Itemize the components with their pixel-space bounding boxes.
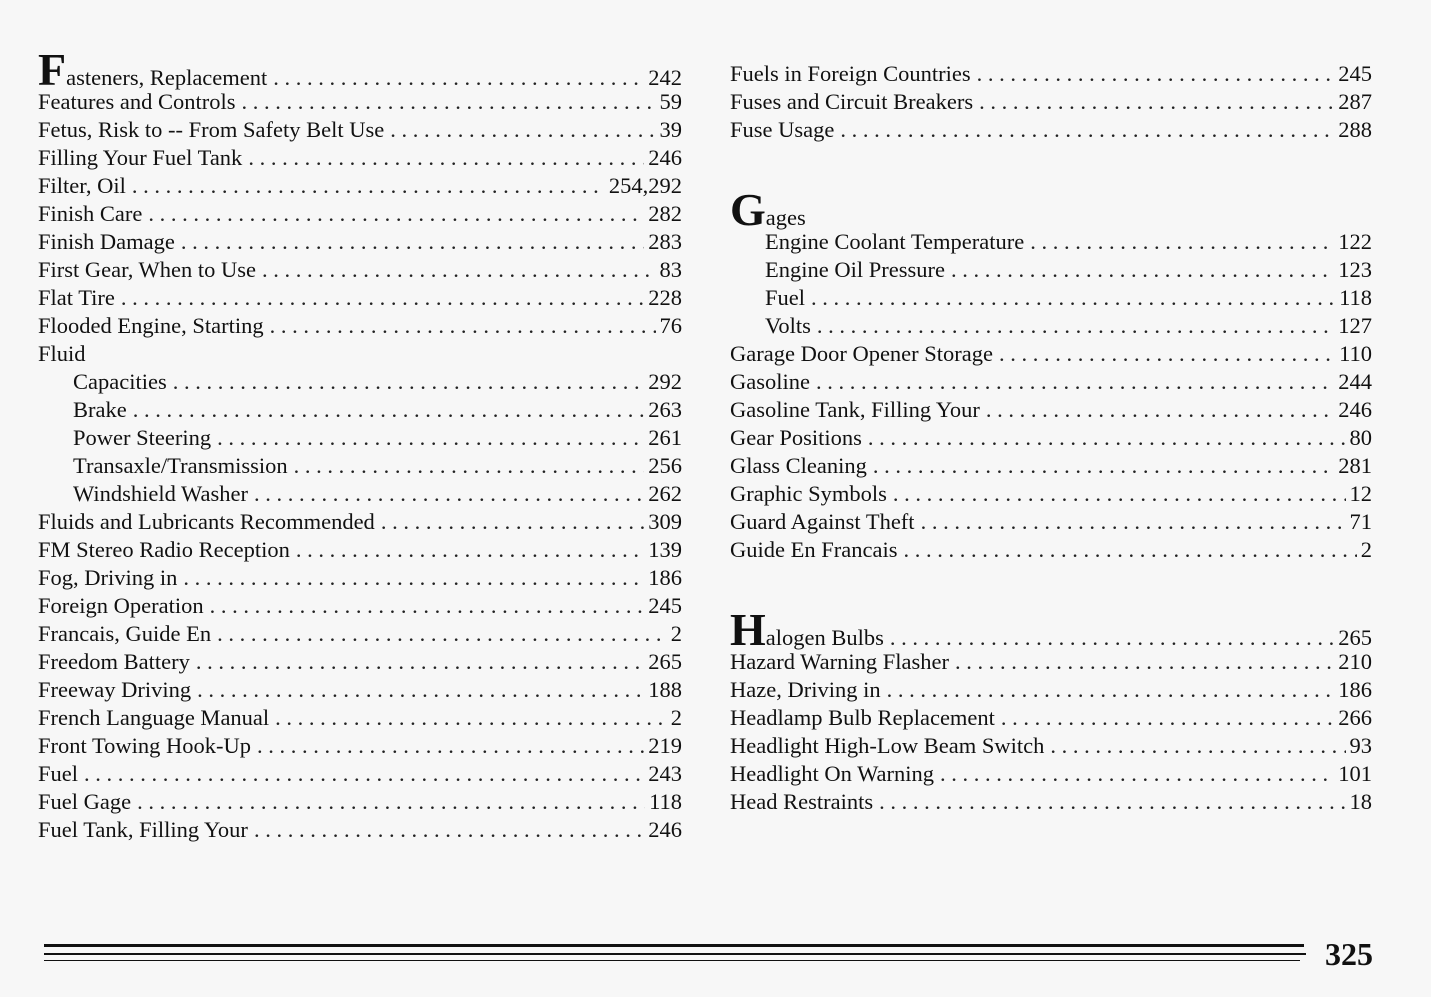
entry-page-number: 122 xyxy=(1338,229,1372,254)
entry-label xyxy=(73,452,288,480)
entry-label xyxy=(730,480,887,508)
entry-label xyxy=(38,816,248,844)
entry-label xyxy=(730,536,897,564)
entry-label xyxy=(38,88,235,116)
entry-label xyxy=(38,760,78,788)
dot-leader xyxy=(921,508,1346,536)
index-subentry xyxy=(730,284,1372,312)
dot-leader xyxy=(390,116,655,144)
entry-text: Windshield Washer xyxy=(73,481,248,506)
dot-leader xyxy=(241,88,655,116)
index-entry xyxy=(38,200,682,228)
index-entry xyxy=(38,44,682,95)
index-entry xyxy=(730,184,1372,235)
entry-text: Fog, Driving in xyxy=(38,565,178,590)
entry-label xyxy=(38,144,242,172)
dot-leader xyxy=(999,340,1335,368)
entry-page-number: 39 xyxy=(659,117,682,142)
entry-label xyxy=(38,648,190,676)
entry-page-number: 292 xyxy=(648,369,682,394)
index-entry xyxy=(730,604,1372,655)
dot-leader xyxy=(270,312,656,340)
index-entry xyxy=(730,424,1372,452)
index-subentry xyxy=(730,256,1372,284)
dot-leader xyxy=(903,536,1356,564)
drop-cap-letter: H xyxy=(730,604,766,655)
entry-page-number: 282 xyxy=(648,201,682,226)
entry-text: Guide En Francais xyxy=(730,537,898,562)
dot-leader xyxy=(294,452,645,480)
entry-page-number: 123 xyxy=(1338,257,1372,282)
entry-text: Engine Coolant Temperature xyxy=(765,229,1025,254)
dot-leader xyxy=(262,256,655,284)
entry-page-number: 246 xyxy=(648,817,682,842)
entry-label xyxy=(730,788,873,816)
entry-text: Fuses and Circuit Breakers xyxy=(730,89,974,114)
entry-page-number: 263 xyxy=(648,397,682,422)
entry-text: Freedom Battery xyxy=(38,649,190,674)
index-entry xyxy=(38,536,682,564)
index-subentry xyxy=(730,312,1372,340)
dot-leader xyxy=(132,172,605,200)
entry-text: Filter, Oil xyxy=(38,173,126,198)
entry-text: Transaxle/Transmission xyxy=(73,453,288,478)
dot-leader xyxy=(979,88,1334,116)
entry-page-number: 2 xyxy=(1360,537,1372,562)
index-entry xyxy=(730,508,1372,536)
index-entry xyxy=(38,732,682,760)
dot-leader xyxy=(977,60,1335,88)
entry-page-number: 12 xyxy=(1349,481,1372,506)
entry-label xyxy=(765,312,811,340)
entry-label xyxy=(38,620,211,648)
dot-leader xyxy=(84,760,644,788)
entry-page-number: 127 xyxy=(1338,313,1372,338)
entry-page-number: 242 xyxy=(648,65,682,90)
entry-page-number: 309 xyxy=(648,509,682,534)
index-subentry xyxy=(38,368,682,396)
entry-text: Brake xyxy=(73,397,127,422)
index-entry xyxy=(38,648,682,676)
entry-page-number: 186 xyxy=(648,565,682,590)
entry-text: Finish Care xyxy=(38,201,143,226)
dot-leader xyxy=(817,312,1334,340)
entry-page-number: 139 xyxy=(648,537,682,562)
dot-leader xyxy=(275,704,667,732)
entry-label xyxy=(38,704,269,732)
entry-label xyxy=(73,424,211,452)
dot-leader xyxy=(893,480,1346,508)
entry-page-number: 76 xyxy=(659,313,682,338)
dot-leader xyxy=(868,424,1346,452)
entry-label xyxy=(38,172,126,200)
entry-text: Headlamp Bulb Replacement xyxy=(730,705,995,730)
dot-leader xyxy=(254,480,644,508)
entry-label xyxy=(38,200,142,228)
entry-page-number: 245 xyxy=(648,593,682,618)
index-entry xyxy=(38,340,682,368)
entry-label xyxy=(38,256,256,284)
footer-rule xyxy=(44,944,1304,947)
footer-rule xyxy=(44,953,1306,955)
entry-text: Fluid xyxy=(38,341,86,366)
index-entry xyxy=(38,788,682,816)
entry-label xyxy=(38,732,251,760)
entry-page-number: 283 xyxy=(648,229,682,254)
entry-text: ages xyxy=(765,205,806,230)
entry-label xyxy=(730,368,810,396)
index-entry xyxy=(730,480,1372,508)
entry-page-number: 256 xyxy=(648,453,682,478)
entry-text: Headlight High-Low Beam Switch xyxy=(730,733,1045,758)
index-entry xyxy=(730,732,1372,760)
entry-label xyxy=(38,788,131,816)
dot-leader xyxy=(217,620,667,648)
index-entry xyxy=(730,396,1372,424)
entry-text: Power Steering xyxy=(73,425,212,450)
index-entry xyxy=(38,704,682,732)
entry-page-number: 246 xyxy=(648,145,682,170)
dot-leader xyxy=(951,256,1334,284)
dot-leader xyxy=(955,648,1334,676)
entry-text: Fuel Gage xyxy=(38,789,132,814)
entry-text: alogen Bulbs xyxy=(765,625,884,650)
index-entry xyxy=(38,760,682,788)
dot-leader xyxy=(137,788,645,816)
entry-text: Gasoline xyxy=(730,369,810,394)
index-entry xyxy=(38,228,682,256)
entry-page-number: 244 xyxy=(1338,369,1372,394)
index-column-left xyxy=(38,44,682,844)
entry-text: asteners, Replacement xyxy=(66,65,268,90)
entry-text: French Language Manual xyxy=(38,705,270,730)
entry-label xyxy=(38,536,290,564)
entry-page-number: 110 xyxy=(1339,341,1372,366)
dot-leader xyxy=(248,144,644,172)
dot-leader xyxy=(940,760,1334,788)
entry-text: Gasoline Tank, Filling Your xyxy=(730,397,980,422)
index-entry xyxy=(730,88,1372,116)
entry-page-number: 228 xyxy=(648,285,682,310)
dot-leader xyxy=(986,396,1334,424)
entry-label xyxy=(38,676,191,704)
entry-page-number: 243 xyxy=(648,761,682,786)
entry-text: Hazard Warning Flasher xyxy=(730,649,949,674)
index-entry xyxy=(730,648,1372,676)
entry-page-number: 265 xyxy=(1338,625,1372,650)
entry-page-number: 2 xyxy=(670,705,682,730)
dot-leader xyxy=(196,648,644,676)
entry-page-number: 118 xyxy=(1339,285,1372,310)
dot-leader xyxy=(217,424,644,452)
dot-leader xyxy=(133,396,645,424)
index-entry xyxy=(38,312,682,340)
entry-page-number: 118 xyxy=(649,789,682,814)
entry-label xyxy=(38,284,115,312)
entry-text: Fuel Tank, Filling Your xyxy=(38,817,248,842)
entry-label xyxy=(730,704,995,732)
index-section-h xyxy=(730,604,1372,816)
index-entry xyxy=(38,144,682,172)
dot-leader xyxy=(840,116,1334,144)
entry-text: Foreign Operation xyxy=(38,593,204,618)
index-entry xyxy=(38,564,682,592)
dot-leader xyxy=(121,284,644,312)
dot-leader xyxy=(381,508,644,536)
entry-page-number: 93 xyxy=(1349,733,1372,758)
entry-label xyxy=(730,760,934,788)
entry-label xyxy=(38,564,177,592)
dot-leader xyxy=(816,368,1334,396)
index-entry xyxy=(38,508,682,536)
entry-page-number: 18 xyxy=(1349,789,1372,814)
index-entry xyxy=(730,340,1372,368)
entry-label xyxy=(730,732,1044,760)
entry-text: Capacities xyxy=(73,369,167,394)
dot-leader xyxy=(173,368,645,396)
entry-page-number: 83 xyxy=(659,257,682,282)
entry-page-number: 288 xyxy=(1338,117,1372,142)
entry-label xyxy=(730,508,915,536)
entry-label xyxy=(73,396,127,424)
entry-label xyxy=(38,340,86,368)
index-entry xyxy=(730,452,1372,480)
dot-leader xyxy=(879,788,1345,816)
entry-page-number: 2 xyxy=(670,621,682,646)
entry-page-number: 186 xyxy=(1338,677,1372,702)
index-entry xyxy=(730,60,1372,88)
dot-leader xyxy=(887,676,1335,704)
entry-label xyxy=(730,116,834,144)
entry-text: Gear Positions xyxy=(730,425,862,450)
index-entry xyxy=(38,256,682,284)
entry-text: Garage Door Opener Storage xyxy=(730,341,994,366)
entry-label xyxy=(73,480,248,508)
entry-text: Graphic Symbols xyxy=(730,481,887,506)
index-entry xyxy=(38,620,682,648)
entry-page-number: 188 xyxy=(648,677,682,702)
entry-text: Fluids and Lubricants Recommended xyxy=(38,509,375,534)
entry-text: Fuel xyxy=(765,285,806,310)
footer-rule xyxy=(44,960,1300,961)
dot-leader xyxy=(1001,704,1334,732)
entry-page-number: 80 xyxy=(1349,425,1372,450)
entry-label xyxy=(765,256,945,284)
entry-page-number: 262 xyxy=(648,481,682,506)
entry-label xyxy=(730,676,881,704)
index-subentry xyxy=(38,452,682,480)
dot-leader xyxy=(148,200,644,228)
entry-label xyxy=(730,648,949,676)
entry-page-number: 281 xyxy=(1338,453,1372,478)
entry-page-number: 245 xyxy=(1338,61,1372,86)
index-entry xyxy=(38,172,682,200)
entry-text: Fuels in Foreign Countries xyxy=(730,61,971,86)
index-entry xyxy=(38,284,682,312)
entry-text: Francais, Guide En xyxy=(38,621,212,646)
dot-leader xyxy=(183,564,644,592)
dot-leader xyxy=(197,676,644,704)
entry-text: Engine Oil Pressure xyxy=(765,257,945,282)
entry-page-number: 254,292 xyxy=(608,173,682,198)
entry-text: FM Stereo Radio Reception xyxy=(38,537,290,562)
dot-leader xyxy=(257,732,644,760)
entry-page-number: 59 xyxy=(659,89,682,114)
entry-label xyxy=(730,340,993,368)
entry-label xyxy=(730,396,980,424)
dot-leader xyxy=(1050,732,1345,760)
entry-page-number: 71 xyxy=(1349,509,1372,534)
entry-text: Haze, Driving in xyxy=(730,677,881,702)
section-gap xyxy=(730,144,1372,200)
entry-label xyxy=(38,116,384,144)
entry-text: Flat Tire xyxy=(38,285,115,310)
index-column-right xyxy=(730,60,1372,816)
section-gap xyxy=(730,564,1372,620)
entry-page-number: 210 xyxy=(1338,649,1372,674)
dot-leader xyxy=(1030,228,1334,256)
entry-text: Fuel xyxy=(38,761,79,786)
dot-leader xyxy=(296,536,644,564)
entry-text: Guard Against Theft xyxy=(730,509,915,534)
index-entry xyxy=(730,368,1372,396)
index-entry xyxy=(38,88,682,116)
entry-page-number: 265 xyxy=(648,649,682,674)
page-number: 325 xyxy=(1325,936,1373,972)
index-entry xyxy=(730,676,1372,704)
entry-label xyxy=(38,592,204,620)
entry-text: Filling Your Fuel Tank xyxy=(38,145,243,170)
entry-label xyxy=(38,312,264,340)
entry-label xyxy=(73,368,167,396)
index-entry xyxy=(730,788,1372,816)
index-subentry xyxy=(730,228,1372,256)
index-entry xyxy=(730,704,1372,732)
index-entry xyxy=(730,760,1372,788)
index-section-f-continued xyxy=(730,60,1372,144)
entry-text: Freeway Driving xyxy=(38,677,192,702)
entry-label xyxy=(38,508,375,536)
index-entry xyxy=(38,592,682,620)
entry-text: Head Restraints xyxy=(730,789,874,814)
entry-text: Headlight On Warning xyxy=(730,761,934,786)
entry-page-number: 246 xyxy=(1338,397,1372,422)
entry-page-number: 287 xyxy=(1338,89,1372,114)
entry-label xyxy=(730,452,867,480)
dot-leader xyxy=(873,452,1334,480)
entry-text: Features and Controls xyxy=(38,89,236,114)
entry-page-number: 219 xyxy=(648,733,682,758)
entry-text: Finish Damage xyxy=(38,229,175,254)
entry-label xyxy=(38,228,175,256)
index-subentry xyxy=(38,396,682,424)
entry-label xyxy=(730,60,971,88)
index-entry xyxy=(730,116,1372,144)
index-entry xyxy=(730,536,1372,564)
entry-text: First Gear, When to Use xyxy=(38,257,257,282)
dot-leader xyxy=(181,228,644,256)
entry-text: Fuse Usage xyxy=(730,117,835,142)
entry-text: Front Towing Hook-Up xyxy=(38,733,252,758)
drop-cap-letter: G xyxy=(730,184,766,235)
index-entry xyxy=(38,816,682,844)
index-section-g xyxy=(730,184,1372,564)
entry-page-number: 266 xyxy=(1338,705,1372,730)
entry-text: Glass Cleaning xyxy=(730,453,867,478)
entry-text: Flooded Engine, Starting xyxy=(38,313,264,338)
entry-page-number: 261 xyxy=(648,425,682,450)
dot-leader xyxy=(254,816,644,844)
entry-page-number: 101 xyxy=(1338,761,1372,786)
entry-label xyxy=(765,228,1024,256)
dot-leader xyxy=(811,284,1335,312)
index-entry xyxy=(38,116,682,144)
entry-label xyxy=(765,284,805,312)
entry-text: Fetus, Risk to -- From Safety Belt Use xyxy=(38,117,385,142)
entry-text: Volts xyxy=(765,313,811,338)
entry-label xyxy=(730,424,862,452)
dot-leader xyxy=(210,592,645,620)
entry-label xyxy=(730,88,973,116)
drop-cap-letter: F xyxy=(38,44,67,95)
index-subentry xyxy=(38,424,682,452)
index-subentry xyxy=(38,480,682,508)
index-entry xyxy=(38,676,682,704)
